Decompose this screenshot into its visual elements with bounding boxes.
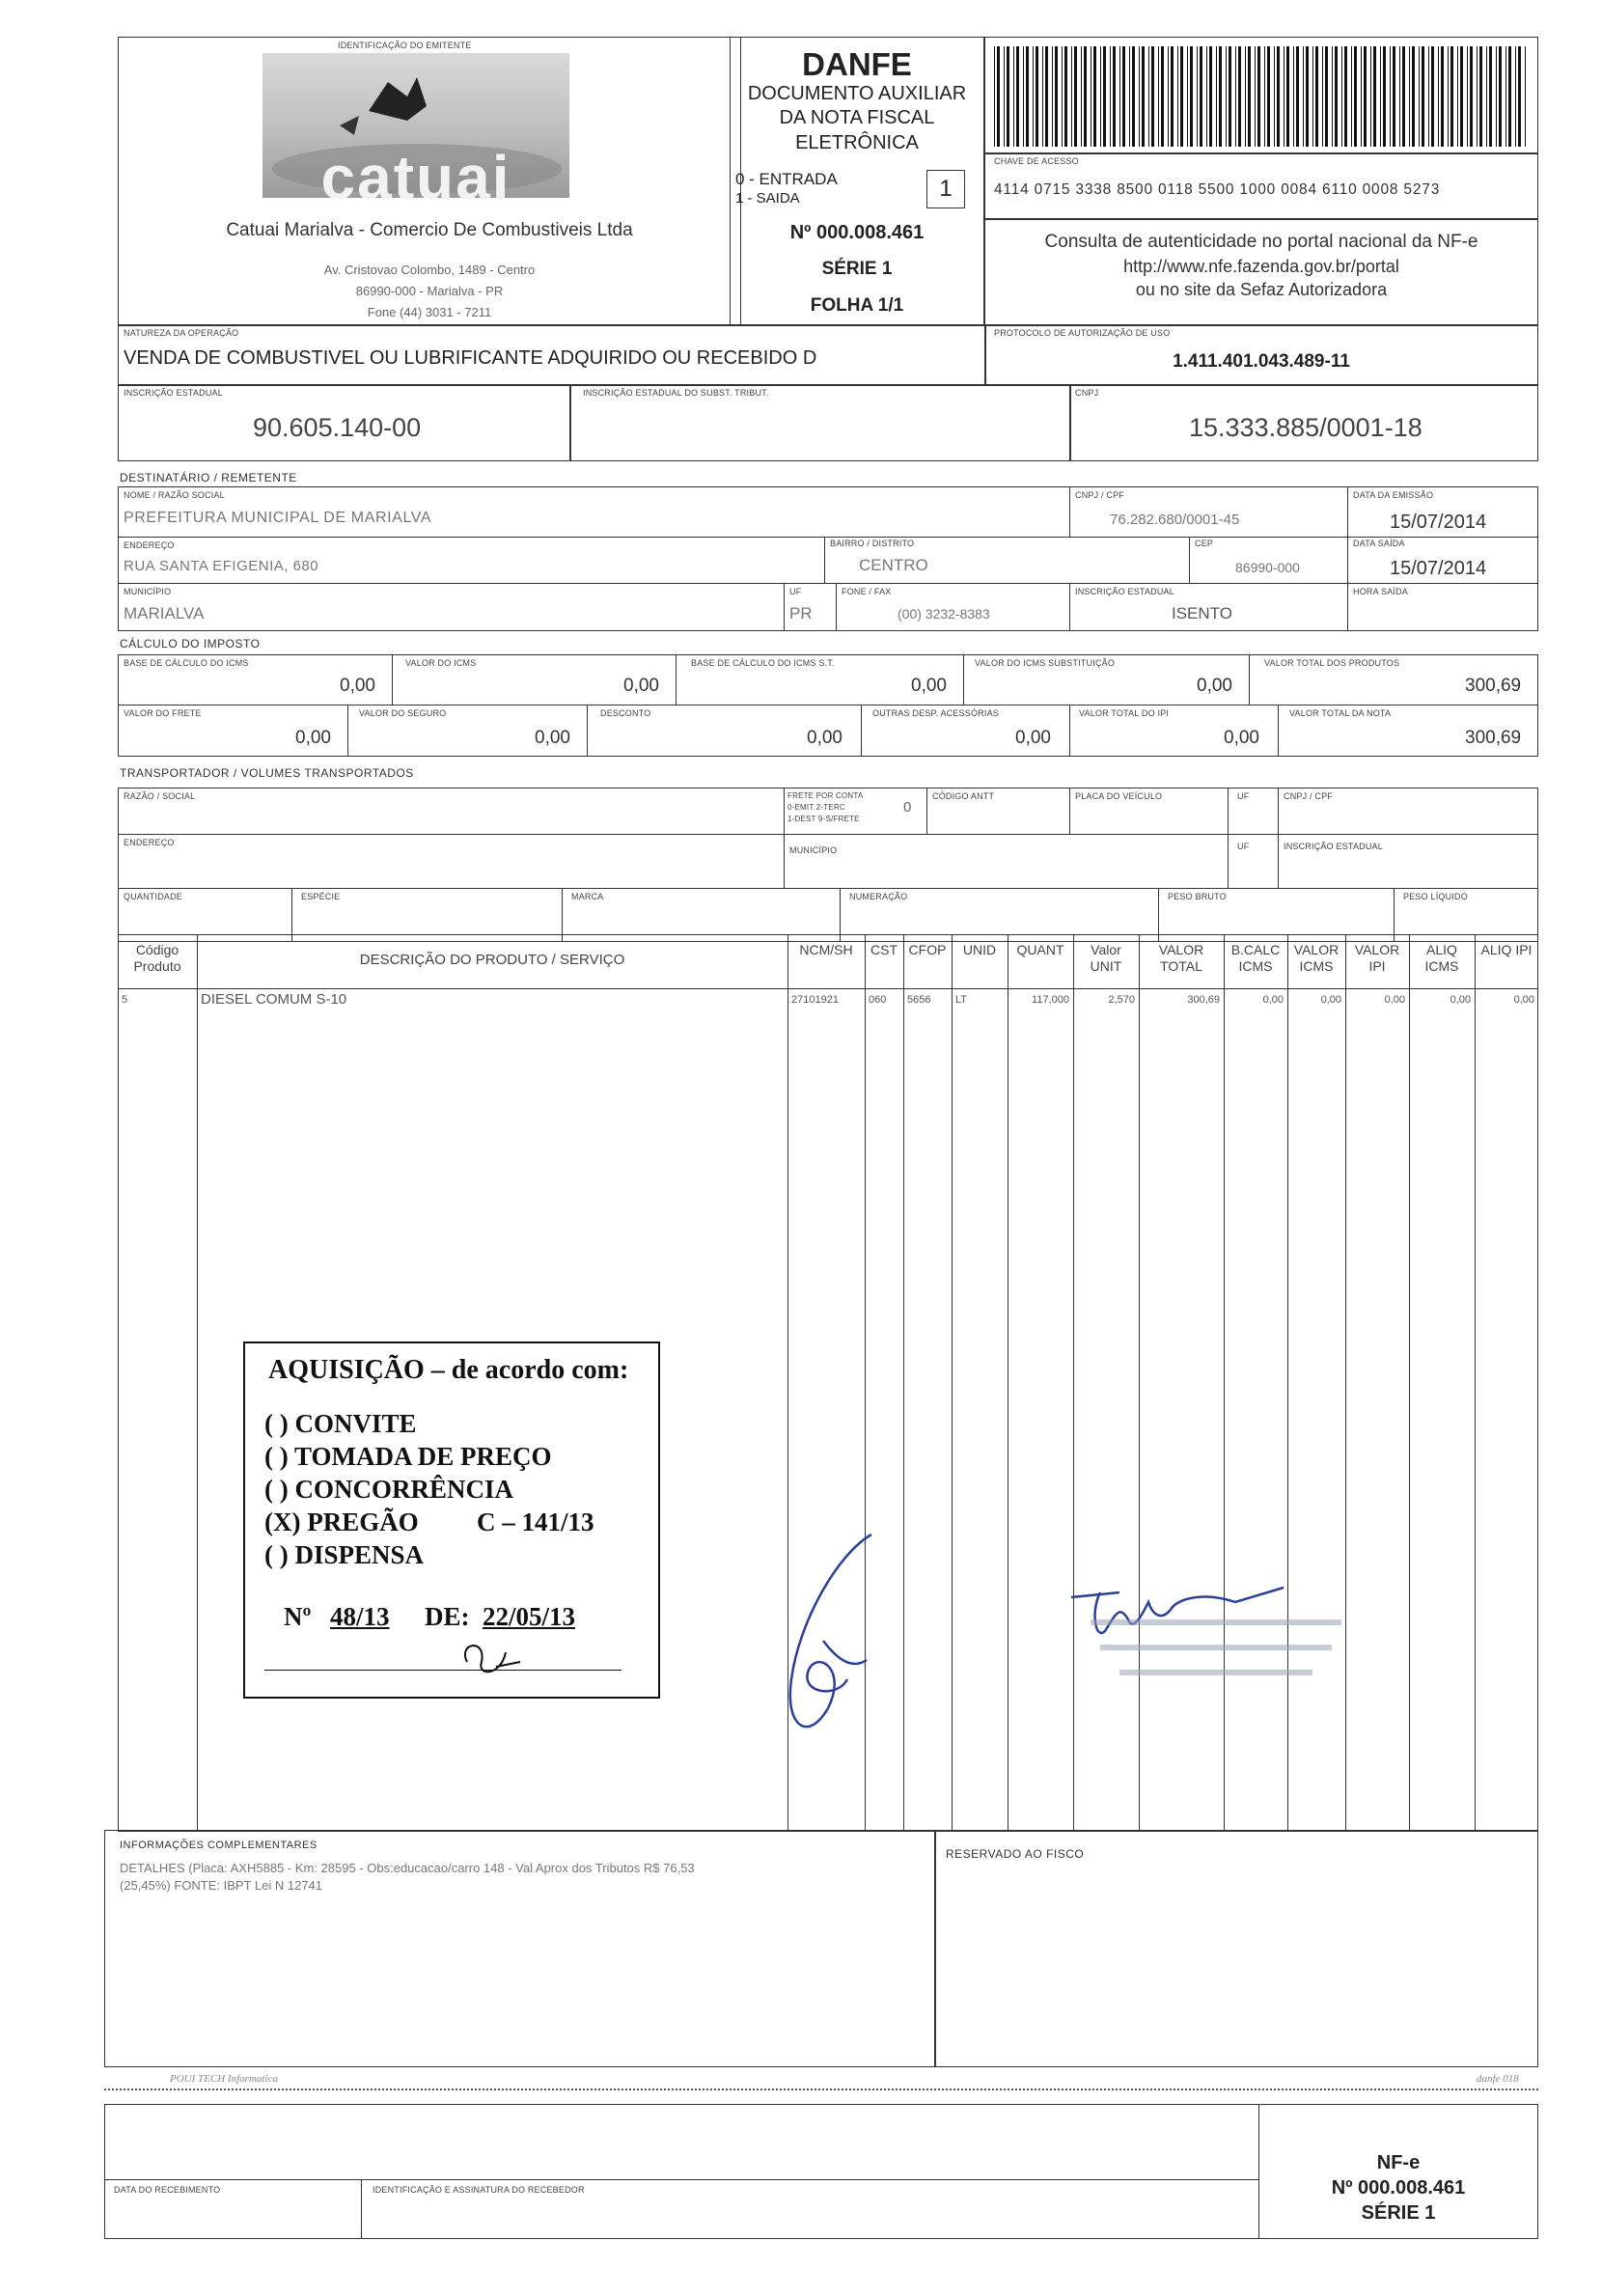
barcode-bar xyxy=(1158,46,1159,147)
barcode-bar xyxy=(1508,46,1511,147)
barcode-bar xyxy=(1168,46,1169,147)
barcode-bar xyxy=(1013,46,1014,147)
transp-line-1 xyxy=(118,834,1538,835)
barcode-bar xyxy=(1062,46,1063,147)
imp-frete: 0,00 xyxy=(295,728,331,748)
ie-st-label: INSCRIÇÃO ESTADUAL DO SUBST. TRIBUT. xyxy=(583,388,769,398)
emitter-address-3: Fone (44) 3031 - 7211 xyxy=(367,305,492,319)
produtos-header-cell: CFOP xyxy=(908,942,947,957)
danfe-subtitle-2: DA NOTA FISCAL xyxy=(779,107,935,128)
barcode-bar xyxy=(1052,46,1053,147)
barcode-bar xyxy=(1081,46,1082,147)
barcode-bar xyxy=(1119,46,1120,147)
produtos-header-cell: Código Produto xyxy=(133,942,181,974)
barcode-bar xyxy=(1248,46,1251,147)
dest-nome: PREFEITURA MUNICIPAL DE MARIALVA xyxy=(124,510,432,526)
natureza-label: NATUREZA DA OPERAÇÃO xyxy=(124,328,239,338)
imp-r2-v4 xyxy=(1069,705,1070,757)
barcode-bar xyxy=(1296,46,1299,147)
barcode-bar xyxy=(1460,46,1463,147)
emitter-address-1: Av. Cristovao Colombo, 1489 - Centro xyxy=(323,263,536,277)
barcode-bar xyxy=(1518,46,1521,147)
barcode-bar xyxy=(1206,46,1207,147)
imp-total-produtos: 300,69 xyxy=(1465,676,1522,696)
transp-municipio-label: MUNICÍPIO xyxy=(789,845,838,855)
emitter-name: Catuai Marialva - Comercio De Combustiveis Ltda xyxy=(226,220,633,240)
barcode-image xyxy=(994,46,1531,149)
barcode-bar xyxy=(1402,46,1405,147)
dest-row-line-2 xyxy=(118,583,1538,584)
barcode-bar xyxy=(1197,46,1198,147)
transp-razao-label: RAZÃO / SOCIAL xyxy=(124,791,196,801)
barcode-bar xyxy=(1190,46,1193,147)
stamp-pregao-number: C – 141/13 xyxy=(477,1508,594,1536)
barcode-bar xyxy=(1264,46,1265,147)
danfe-subtitle-1: DOCUMENTO AUXILIAR xyxy=(747,83,967,104)
dest-uf-label: UF xyxy=(789,587,802,596)
imp-icms-label: VALOR DO ICMS xyxy=(405,658,477,668)
transp-endereco-label: ENDEREÇO xyxy=(124,838,175,847)
produtos-header-line xyxy=(118,988,1538,989)
dest-municipio: MARIALVA xyxy=(124,604,205,622)
stamp-option-dispensa: ( ) DISPENSA xyxy=(264,1540,425,1569)
faded-stamp-icon xyxy=(1062,1602,1370,1708)
transp-marca-label: MARCA xyxy=(571,892,604,901)
stamp-option-pregao: (X) PREGÃO xyxy=(264,1508,419,1536)
transp-cnpj-label: CNPJ / CPF xyxy=(1284,791,1334,801)
produtos-header-cell: ALIQ ICMS xyxy=(1424,942,1459,974)
dest-cnpj: 76.282.680/0001-45 xyxy=(1110,512,1240,528)
transp-placa-label: PLACA DO VEÍCULO xyxy=(1075,791,1163,801)
footer-right-note: danfe 018 xyxy=(1477,2073,1519,2085)
barcode-bar xyxy=(1448,46,1449,147)
destinatario-box xyxy=(118,486,1538,631)
produtos-col-divider xyxy=(952,934,953,1830)
barcode-bar xyxy=(1450,46,1453,147)
danfe-entrada: 0 - ENTRADA xyxy=(735,170,838,188)
transp-frete-label-1: FRETE POR CONTA xyxy=(787,791,864,800)
transp-v-placa xyxy=(1069,788,1070,834)
danfe-folha: FOLHA 1/1 xyxy=(810,295,904,316)
imp-bc-icms: 0,00 xyxy=(340,676,375,696)
barcode-bar xyxy=(1142,46,1145,147)
imp-frete-label: VALOR DO FRETE xyxy=(124,708,202,718)
receipt-data-label: DATA DO RECEBIMENTO xyxy=(114,2185,221,2195)
barcode-bar xyxy=(1110,46,1111,147)
produtos-col-divider xyxy=(197,934,198,1830)
barcode-bar xyxy=(1303,46,1304,147)
transp-v-frete xyxy=(784,788,785,888)
barcode-bar xyxy=(1306,46,1309,147)
cnpj-label: CNPJ xyxy=(1075,388,1099,398)
produtos-cell: 2,570 xyxy=(1108,994,1135,1006)
chave-label: CHAVE DE ACESSO xyxy=(994,156,1079,166)
barcode-bar xyxy=(1084,46,1087,147)
barcode-bar xyxy=(1470,46,1473,147)
destinatario-section: DESTINATÁRIO / REMETENTE xyxy=(120,471,297,484)
barcode-bar xyxy=(1071,46,1072,147)
fisco-box xyxy=(934,1830,1538,2067)
barcode-bar xyxy=(1489,46,1492,147)
footer-left-note: POUI TECH Informatica xyxy=(170,2073,278,2085)
imp-bc-icms-label: BASE DE CÁLCULO DO ICMS xyxy=(124,658,249,668)
barcode-bar xyxy=(1322,46,1323,147)
dest-row-line-1 xyxy=(118,537,1538,538)
ie-value: 90.605.140-00 xyxy=(253,413,422,442)
cnpj-value: 15.333.885/0001-18 xyxy=(1189,413,1422,442)
barcode-bar xyxy=(1171,46,1174,147)
barcode-bar xyxy=(1033,46,1034,147)
barcode-bar xyxy=(997,46,1000,147)
produtos-header-cell: QUANT xyxy=(1016,942,1064,957)
produtos-cell: LT xyxy=(955,994,968,1006)
barcode-bar xyxy=(1148,46,1149,147)
transp-liquido-label: PESO LÍQUIDO xyxy=(1403,892,1468,901)
barcode-bar xyxy=(1129,46,1130,147)
fisco-label: RESERVADO AO FISCO xyxy=(946,1847,1085,1861)
barcode-bar xyxy=(1219,46,1222,147)
barcode-bar xyxy=(1419,46,1420,147)
barcode-bar xyxy=(1499,46,1502,147)
transp-frete-value: 0 xyxy=(903,799,912,816)
barcode-bar xyxy=(1036,46,1038,147)
produtos-cell: 5 xyxy=(122,994,128,1006)
emitter-section-label: IDENTIFICAÇÃO DO EMITENTE xyxy=(338,41,472,50)
produtos-header-cell: VALOR TOTAL xyxy=(1158,942,1204,974)
stamp-option-tomada: ( ) TOMADA DE PREÇO xyxy=(264,1442,552,1471)
transportador-section: TRANSPORTADOR / VOLUMES TRANSPORTADOS xyxy=(120,766,414,780)
barcode-bar xyxy=(1045,46,1048,147)
dest-cep: 86990-000 xyxy=(1235,560,1300,575)
transp-numeracao-label: NUMERAÇÃO xyxy=(849,892,908,901)
barcode-bar xyxy=(1390,46,1391,147)
barcode-bar xyxy=(1180,46,1183,147)
barcode-bar xyxy=(1293,46,1294,147)
barcode-bar xyxy=(1151,46,1154,147)
barcode-bar xyxy=(1315,46,1318,147)
dest-endereco-label: ENDEREÇO xyxy=(124,540,175,550)
barcode-bar xyxy=(1055,46,1058,147)
barcode-bar xyxy=(1016,46,1019,147)
dest-saida-label: DATA SAÍDA xyxy=(1353,539,1405,548)
receipt-serie: SÉRIE 1 xyxy=(1361,2202,1436,2224)
imp-bc-st: 0,00 xyxy=(911,676,947,696)
transp-antt-label: CÓDIGO ANTT xyxy=(932,791,995,801)
dest-uf: PR xyxy=(789,604,813,622)
barcode-bar xyxy=(1479,46,1482,147)
stamp-de-label: DE: xyxy=(425,1602,470,1631)
produtos-cell: 060 xyxy=(869,994,887,1006)
barcode-bar xyxy=(1216,46,1217,147)
receipt-mid-line xyxy=(104,2179,1258,2180)
barcode-bar xyxy=(1399,46,1400,147)
dest-ie-label: INSCRIÇÃO ESTADUAL xyxy=(1075,587,1174,596)
transp-frete-label-2: 0-EMIT 2-TERC xyxy=(787,803,845,812)
barcode-bar xyxy=(1007,46,1009,147)
danfe-subtitle-3: ELETRÔNICA xyxy=(795,132,919,153)
barcode-bar xyxy=(1238,46,1241,147)
stamp-option-concorrencia: ( ) CONCORRÊNCIA xyxy=(264,1475,513,1504)
barcode-bar xyxy=(1064,46,1067,147)
stamp-num-label: Nº xyxy=(284,1602,312,1631)
imp-r2-v5 xyxy=(1278,705,1279,757)
produtos-cell: 0,00 xyxy=(1450,994,1471,1006)
barcode-bar xyxy=(1412,46,1415,147)
receipt-assinatura-label: IDENTIFICAÇÃO E ASSINATURA DO RECEBEDOR xyxy=(373,2185,585,2195)
consulta-line-3: ou no site da Sefaz Autorizadora xyxy=(1135,280,1388,299)
produtos-cell: DIESEL COMUM S-10 xyxy=(201,991,347,1008)
barcode-bar xyxy=(1409,46,1410,147)
barcode-bar xyxy=(1486,46,1487,147)
stamp-initials-icon xyxy=(448,1633,535,1681)
barcode-bar xyxy=(1229,46,1231,147)
danfe-saida: 1 - SAIDA xyxy=(735,190,800,207)
barcode-bar xyxy=(994,46,995,147)
imp-r2-v3 xyxy=(861,705,862,757)
dest-ie: ISENTO xyxy=(1172,604,1232,622)
logo-text: catuai xyxy=(320,143,511,212)
imp-total-nota: 300,69 xyxy=(1465,728,1522,748)
produtos-cell: 27101921 xyxy=(791,994,839,1006)
produtos-header-cell: ALIQ IPI xyxy=(1480,942,1533,957)
tear-line xyxy=(104,2089,1538,2090)
barcode-bar xyxy=(1496,46,1497,147)
imp-bc-st-label: BASE DE CÁLCULO DO ICMS S.T. xyxy=(691,658,835,668)
consulta-line-2: http://www.nfe.fazenda.gov.br/portal xyxy=(1123,257,1399,276)
dest-vline-bairro xyxy=(824,537,825,583)
produtos-header-cell: VALOR IPI xyxy=(1354,942,1400,974)
dest-cep-label: CEP xyxy=(1195,539,1214,548)
imp-r1-v3 xyxy=(963,654,964,705)
barcode-bar xyxy=(1200,46,1202,147)
imposto-section: CÁLCULO DO IMPOSTO xyxy=(120,637,261,650)
barcode-bar xyxy=(1286,46,1289,147)
barcode-bar xyxy=(1042,46,1043,147)
barcode-bar xyxy=(1505,46,1506,147)
barcode-bar xyxy=(1370,46,1371,147)
imp-r1-v1 xyxy=(392,654,393,705)
barcode-bar xyxy=(1245,46,1246,147)
produtos-header-cell: VALOR ICMS xyxy=(1293,942,1340,974)
receipt-v-data xyxy=(361,2179,362,2239)
receipt-numero: Nº 000.008.461 xyxy=(1331,2177,1466,2199)
barcode-bar xyxy=(1274,46,1275,147)
barcode-bar xyxy=(1325,46,1328,147)
barcode-bar xyxy=(1187,46,1188,147)
transp-v-antt xyxy=(926,788,927,834)
imp-outras: 0,00 xyxy=(1015,728,1051,748)
consulta-line-1: Consulta de autenticidade no portal nacional da NF-e xyxy=(1044,232,1478,252)
imp-icms-st: 0,00 xyxy=(1197,676,1232,696)
produtos-col-divider xyxy=(1409,934,1410,1830)
produtos-col-divider xyxy=(1475,934,1476,1830)
dest-vline-fone xyxy=(836,583,837,631)
barcode-bar xyxy=(1023,46,1024,147)
transp-line-2 xyxy=(118,888,1538,889)
transp-v-uf xyxy=(1228,788,1229,888)
imp-icms-st-label: VALOR DO ICMS SUBSTITUIÇÃO xyxy=(975,658,1116,668)
barcode-bar xyxy=(1422,46,1424,147)
barcode-bar xyxy=(1380,46,1381,147)
transp-especie-label: ESPÉCIE xyxy=(301,892,341,901)
barcode-bar xyxy=(1312,46,1313,147)
barcode-bar xyxy=(1139,46,1140,147)
dest-fone: (00) 3232-8383 xyxy=(898,606,990,622)
dest-vline-date xyxy=(1347,486,1348,631)
imp-outras-label: OUTRAS DESP. ACESSÓRIAS xyxy=(872,708,999,718)
transp-frete-label-3: 1-DEST 9-S/FRETE xyxy=(787,815,860,823)
imp-icms: 0,00 xyxy=(623,676,659,696)
produtos-cell: 300,69 xyxy=(1187,994,1220,1006)
produtos-cell: 5656 xyxy=(907,994,931,1006)
barcode-bar xyxy=(1477,46,1478,147)
dest-bairro-label: BAIRRO / DISTRITO xyxy=(830,539,915,548)
dest-vline-uf xyxy=(784,583,785,631)
barcode-bar xyxy=(1226,46,1227,147)
dest-vline-ie xyxy=(1069,583,1070,631)
imp-total-produtos-label: VALOR TOTAL DOS PRODUTOS xyxy=(1264,658,1400,668)
barcode-bar xyxy=(1354,46,1357,147)
barcode-bar xyxy=(1428,46,1429,147)
barcode-bar xyxy=(1332,46,1333,147)
receipt-nfe: NF-e xyxy=(1376,2152,1421,2173)
transp-v-cnpj xyxy=(1278,788,1279,888)
produtos-header-cell: NCM/SH xyxy=(799,942,853,957)
barcode-bar xyxy=(1431,46,1434,147)
barcode-bar xyxy=(1004,46,1005,147)
natureza-value: VENDA DE COMBUSTIVEL OU LUBRIFICANTE ADQUIRIDO OU RECEBIDO D xyxy=(124,347,817,369)
ie-label: INSCRIÇÃO ESTADUAL xyxy=(124,388,223,398)
barcode-bar xyxy=(1393,46,1395,147)
barcode-bar xyxy=(1344,46,1347,147)
produtos-cell: 117,000 xyxy=(1032,994,1069,1006)
dest-emissao: 15/07/2014 xyxy=(1390,512,1487,533)
dest-cnpj-label: CNPJ / CPF xyxy=(1075,490,1125,500)
imp-r1-v2 xyxy=(676,654,677,705)
dest-nome-label: NOME / RAZÃO SOCIAL xyxy=(124,490,225,500)
dest-hora-label: HORA SAÍDA xyxy=(1353,587,1409,596)
protocolo-label: PROTOCOLO DE AUTORIZAÇÃO DE USO xyxy=(994,328,1171,338)
imp-ipi-label: VALOR TOTAL DO IPI xyxy=(1079,708,1170,718)
produtos-cell: 0,00 xyxy=(1262,994,1284,1006)
barcode-bar xyxy=(1093,46,1096,147)
dest-fone-label: FONE / FAX xyxy=(842,587,892,596)
danfe-tipo-box: 1 xyxy=(926,170,965,208)
dest-saida: 15/07/2014 xyxy=(1390,558,1487,579)
chave-value: 4114 0715 3338 8500 0118 5500 1000 0084 6110 0008 5273 xyxy=(994,181,1441,198)
barcode-bar xyxy=(1103,46,1106,147)
barcode-bar xyxy=(1373,46,1376,147)
acquisition-stamp xyxy=(243,1342,660,1699)
imp-desconto-label: DESCONTO xyxy=(600,708,651,718)
danfe-numero: Nº 000.008.461 xyxy=(789,222,925,243)
produtos-cell: 0,00 xyxy=(1513,994,1534,1006)
barcode-bar xyxy=(1235,46,1236,147)
stamp-num-value: 48/13 xyxy=(330,1602,390,1631)
barcode-bar xyxy=(1277,46,1280,147)
barcode-bar xyxy=(1132,46,1135,147)
barcode-bar xyxy=(1335,46,1338,147)
imp-r1-v4 xyxy=(1249,654,1250,705)
barcode-bar xyxy=(1209,46,1212,147)
dest-vline-cep xyxy=(1189,537,1190,583)
produtos-header-cell: B.CALC ICMS xyxy=(1230,942,1281,974)
dest-bairro: CENTRO xyxy=(859,556,928,574)
emitter-address-2: 86990-000 - Marialva - PR xyxy=(355,284,504,298)
dest-vline-cnpj xyxy=(1069,486,1070,537)
produtos-header-cell: DESCRIÇÃO DO PRODUTO / SERVIÇO xyxy=(359,952,625,968)
barcode-bar xyxy=(1457,46,1458,147)
transp-bruto-label: PESO BRUTO xyxy=(1168,892,1227,901)
imp-r2-v1 xyxy=(347,705,348,757)
stamp-de-value: 22/05/13 xyxy=(483,1602,576,1631)
barcode-bar xyxy=(1257,46,1260,147)
imp-seguro: 0,00 xyxy=(535,728,570,748)
barcode-bar xyxy=(1100,46,1101,147)
barcode-bar xyxy=(1361,46,1362,147)
transp-qtd-label: QUANTIDADE xyxy=(124,892,183,901)
imp-total-nota-label: VALOR TOTAL DA NOTA xyxy=(1289,708,1392,718)
barcode-bar xyxy=(1177,46,1178,147)
barcode-bar xyxy=(1341,46,1342,147)
barcode-bar xyxy=(1438,46,1439,147)
complementares-line-1: DETALHES (Placa: AXH5885 - Km: 28595 - Obs:educacao/carro 148 - Val Aprox dos Tributos R$ 76,53 xyxy=(120,1861,695,1875)
barcode-bar xyxy=(1515,46,1516,147)
dest-municipio-label: MUNICÍPIO xyxy=(124,587,172,596)
danfe-serie: SÉRIE 1 xyxy=(821,259,893,279)
dest-endereco: RUA SANTA EFIGENIA, 680 xyxy=(124,558,319,574)
imp-ipi: 0,00 xyxy=(1224,728,1259,748)
protocolo-value: 1.411.401.043.489-11 xyxy=(1173,351,1350,372)
barcode-bar xyxy=(1383,46,1386,147)
produtos-header-cell: UNID xyxy=(962,942,997,957)
transp-ie-label: INSCRIÇÃO ESTADUAL xyxy=(1284,842,1383,851)
barcode-bar xyxy=(1161,46,1164,147)
signature-left-icon xyxy=(780,1525,886,1747)
barcode-bar xyxy=(1122,46,1125,147)
dest-emissao-label: DATA DA EMISSÃO xyxy=(1353,490,1434,500)
imp-r2-v2 xyxy=(587,705,588,757)
stamp-signature-line xyxy=(264,1670,621,1671)
produtos-cell: 0,00 xyxy=(1320,994,1341,1006)
barcode-bar xyxy=(1026,46,1029,147)
transp-uf2-label: UF xyxy=(1237,842,1250,851)
barcode-bar xyxy=(1074,46,1077,147)
produtos-header-cell: Valor UNIT xyxy=(1090,942,1122,974)
barcode-bar xyxy=(1364,46,1367,147)
barcode-bar xyxy=(1113,46,1116,147)
imp-seguro-label: VALOR DO SEGURO xyxy=(359,708,447,718)
produtos-cell: 0,00 xyxy=(1384,994,1405,1006)
stamp-title: AQUISIÇÃO – de acordo com: xyxy=(268,1355,629,1385)
complementares-line-2: (25,45%) FONTE: IBPT Lei N 12741 xyxy=(120,1878,323,1893)
barcode-bar xyxy=(1255,46,1256,147)
barcode-bar xyxy=(1525,46,1526,147)
produtos-col-divider xyxy=(903,934,904,1830)
imp-desconto: 0,00 xyxy=(807,728,842,748)
produtos-header-cell: CST xyxy=(870,942,898,957)
barcode-bar xyxy=(1267,46,1270,147)
company-logo xyxy=(262,53,569,212)
transp-uf-label: UF xyxy=(1237,791,1250,801)
danfe-title: DANFE xyxy=(802,46,912,82)
barcode-bar xyxy=(1351,46,1352,147)
stamp-option-convite: ( ) CONVITE xyxy=(264,1409,417,1438)
complementares-label: INFORMAÇÕES COMPLEMENTARES xyxy=(120,1840,318,1851)
barcode-bar xyxy=(1467,46,1468,147)
barcode-bar xyxy=(1441,46,1444,147)
